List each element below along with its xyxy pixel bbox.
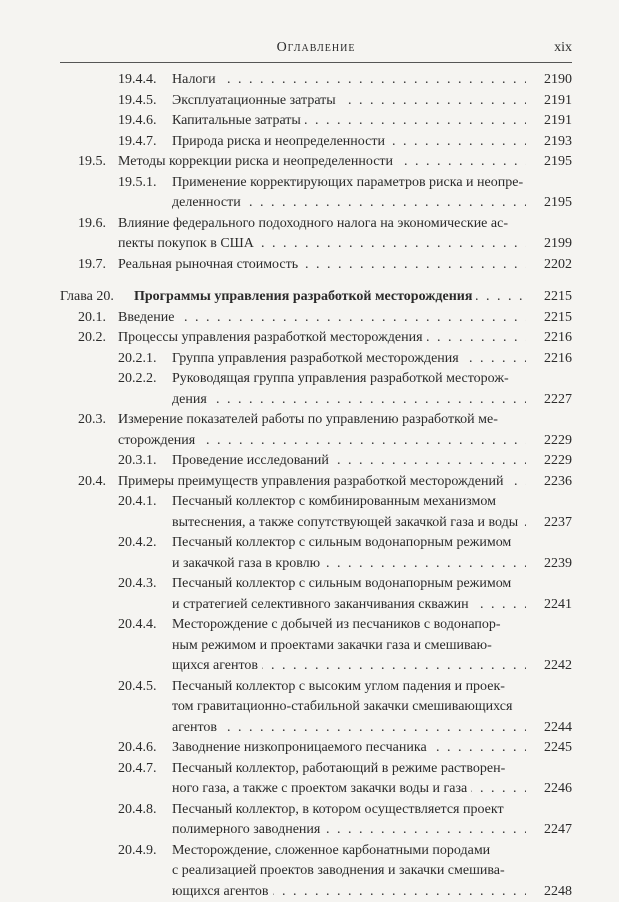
toc-entry-number: 20.4.7. [118,759,157,780]
toc-entry-title: Налоги [172,72,220,87]
toc-entry-title: Песчаный коллектор с сильным водонапорным режимом [172,576,511,591]
toc-entry-number: Глава 20. [60,287,114,308]
toc-entry-page: 2236 [526,472,572,493]
toc-entry[interactable] [60,111,572,132]
toc-entry-title: и стратегией селективного заканчивания скважин [172,597,473,612]
toc-entry[interactable] [60,574,572,615]
toc-entry[interactable] [60,451,572,472]
toc-entry-number: 19.4.5. [118,91,157,112]
toc-entry-title: Измерение показателей работы по управлению разработкой ме- [118,412,498,427]
toc-entry-title: ного газа, а также с проектом закачки воды и газа [172,781,471,796]
toc-entry-number: 19.5. [78,152,106,173]
toc-entry[interactable] [60,70,572,91]
toc-entry[interactable] [60,152,572,173]
toc-entry[interactable] [60,308,572,329]
toc-entry-page: 2191 [526,111,572,132]
toc-entry-number: 20.4.9. [118,841,157,862]
toc-entry-title: агентов [172,720,221,735]
toc-entry[interactable] [60,91,572,112]
table-of-contents [60,70,572,902]
page-header [60,36,572,63]
toc-entry[interactable] [60,759,572,800]
toc-entry[interactable] [60,349,572,370]
toc-entry-title: Месторождение с добычей из песчаников с водонапор- [172,617,501,632]
toc-entry-title: Природа риска и неопределенности [172,134,389,149]
toc-entry-page: 2245 [526,738,572,759]
page-number: xix [554,40,572,56]
toc-entry-page: 2247 [526,820,572,841]
toc-entry-number: 20.2.1. [118,349,157,370]
toc-entry-title: ным режимом и проектами закачки газа и смешиваю- [172,638,492,653]
toc-entry-page: 2229 [526,431,572,452]
toc-entry[interactable] [60,841,572,902]
toc-entry-title: Эксплуатационные затраты [172,93,340,108]
toc-entry-title: Песчаный коллектор с высоким углом падения и проек- [172,679,505,694]
toc-entry-page: 2193 [526,132,572,153]
toc-entry-number: 19.4.6. [118,111,157,132]
toc-entry-page: 2215 [526,308,572,329]
toc-entry-page: 2239 [526,554,572,575]
toc-entry-title: ющихся агентов [172,884,273,899]
toc-entry-page: 2216 [526,349,572,370]
toc-entry[interactable] [60,369,572,410]
toc-entry-title: щихся агентов [172,658,262,673]
toc-entry-title: Песчаный коллектор с комбинированным механизмом [172,494,496,509]
chapter-spacer [60,275,572,287]
toc-entry-title: Применение корректирующих параметров риска и неопре- [172,175,523,190]
toc-entry-title: Заводнение низкопроницаемого песчаника [172,740,431,755]
toc-entry-number: 20.2. [78,328,106,349]
toc-entry-number: 19.6. [78,214,106,235]
toc-entry-page: 2241 [526,595,572,616]
toc-entry-number: 20.3.1. [118,451,157,472]
toc-entry-page: 2191 [526,91,572,112]
toc-entry-page: 2216 [526,328,572,349]
toc-entry-number: 20.4.5. [118,677,157,698]
toc-entry-title: сторождения [118,433,199,448]
toc-entry-title: Примеры преимуществ управления разработкой месторождений [118,474,508,489]
toc-entry-title: Песчаный коллектор, в котором осуществляется проект [172,802,504,817]
toc-entry-page: 2229 [526,451,572,472]
toc-entry-title: Процессы управления разработкой месторождения [118,330,427,345]
toc-entry-number: 20.3. [78,410,106,431]
toc-entry-page: 2237 [526,513,572,534]
toc-entry-title: и закачкой газа в кровлю [172,556,324,571]
toc-entry-title: Капитальные затраты [172,113,305,128]
toc-entry[interactable] [60,328,572,349]
toc-entry[interactable] [60,800,572,841]
toc-entry-number: 19.4.4. [118,70,157,91]
toc-entry-title: Руководящая группа управления разработкой месторож- [172,371,509,386]
toc-entry[interactable] [60,214,572,255]
toc-entry-number: 20.4.2. [118,533,157,554]
toc-entry-number: 19.7. [78,255,106,276]
toc-entry-number: 20.1. [78,308,106,329]
toc-entry-title: Песчаный коллектор, работающий в режиме растворен- [172,761,505,776]
toc-entry-page: 2199 [526,234,572,255]
toc-entry[interactable] [60,615,572,677]
toc-entry-title: Влияние федерального подоходного налога на экономические ас- [118,216,508,231]
toc-entry-number: 20.4.4. [118,615,157,636]
toc-entry-number: 20.4.1. [118,492,157,513]
toc-entry-page: 2227 [526,390,572,411]
toc-chapter[interactable] [60,287,572,308]
toc-entry[interactable] [60,533,572,574]
toc-entry-page: 2248 [526,882,572,902]
toc-entry-number: 19.5.1. [118,173,157,194]
toc-entry[interactable] [60,738,572,759]
toc-entry-title: Методы коррекции риска и неопределенности [118,154,397,169]
toc-entry-page: 2244 [526,718,572,739]
running-title: Оглавление [60,40,572,56]
toc-entry-title: Песчаный коллектор с сильным водонапорным режимом [172,535,511,550]
toc-entry-title: Введение [118,310,178,325]
toc-entry-title: полимерного заводнения [172,822,324,837]
toc-entry-title: пекты покупок в США [118,236,258,251]
toc-entry[interactable] [60,173,572,214]
toc-entry-title: вытеснения, а также сопутствующей закачкой газа и воды [172,515,522,530]
toc-entry-number: 20.4.6. [118,738,157,759]
toc-entry[interactable] [60,132,572,153]
toc-entry-title: Проведение исследований [172,453,333,468]
toc-entry-number: 20.4. [78,472,106,493]
toc-entry-page: 2246 [526,779,572,800]
toc-entry-title: том гравитационно-стабильной закачки смешивающихся [172,699,512,714]
toc-entry-title: дения [172,392,211,407]
toc-entry-title: Месторождение, сложенное карбонатными породами [172,843,490,858]
toc-entry-number: 19.4.7. [118,132,157,153]
toc-entry-title: Программы управления разработкой месторождения [134,289,476,304]
toc-entry[interactable] [60,492,572,533]
toc-entry-page: 2190 [526,70,572,91]
toc-entry-title: с реализацией проектов заводнения и закачки смешива- [172,863,505,878]
toc-entry-title: деленности [172,195,245,210]
toc-entry-page: 2195 [526,152,572,173]
toc-entry-number: 20.4.3. [118,574,157,595]
toc-entry-title: Реальная рыночная стоимость [118,257,302,272]
toc-entry[interactable] [60,677,572,739]
toc-entry[interactable] [60,472,572,493]
toc-entry-number: 20.4.8. [118,800,157,821]
toc-entry-page: 2195 [526,193,572,214]
toc-entry-page: 2202 [526,255,572,276]
toc-entry-title: Группа управления разработкой месторождения [172,351,463,366]
toc-entry[interactable] [60,410,572,451]
toc-entry[interactable] [60,255,572,276]
toc-entry-number: 20.2.2. [118,369,157,390]
toc-entry-page: 2242 [526,656,572,677]
toc-entry-page: 2215 [526,287,572,308]
